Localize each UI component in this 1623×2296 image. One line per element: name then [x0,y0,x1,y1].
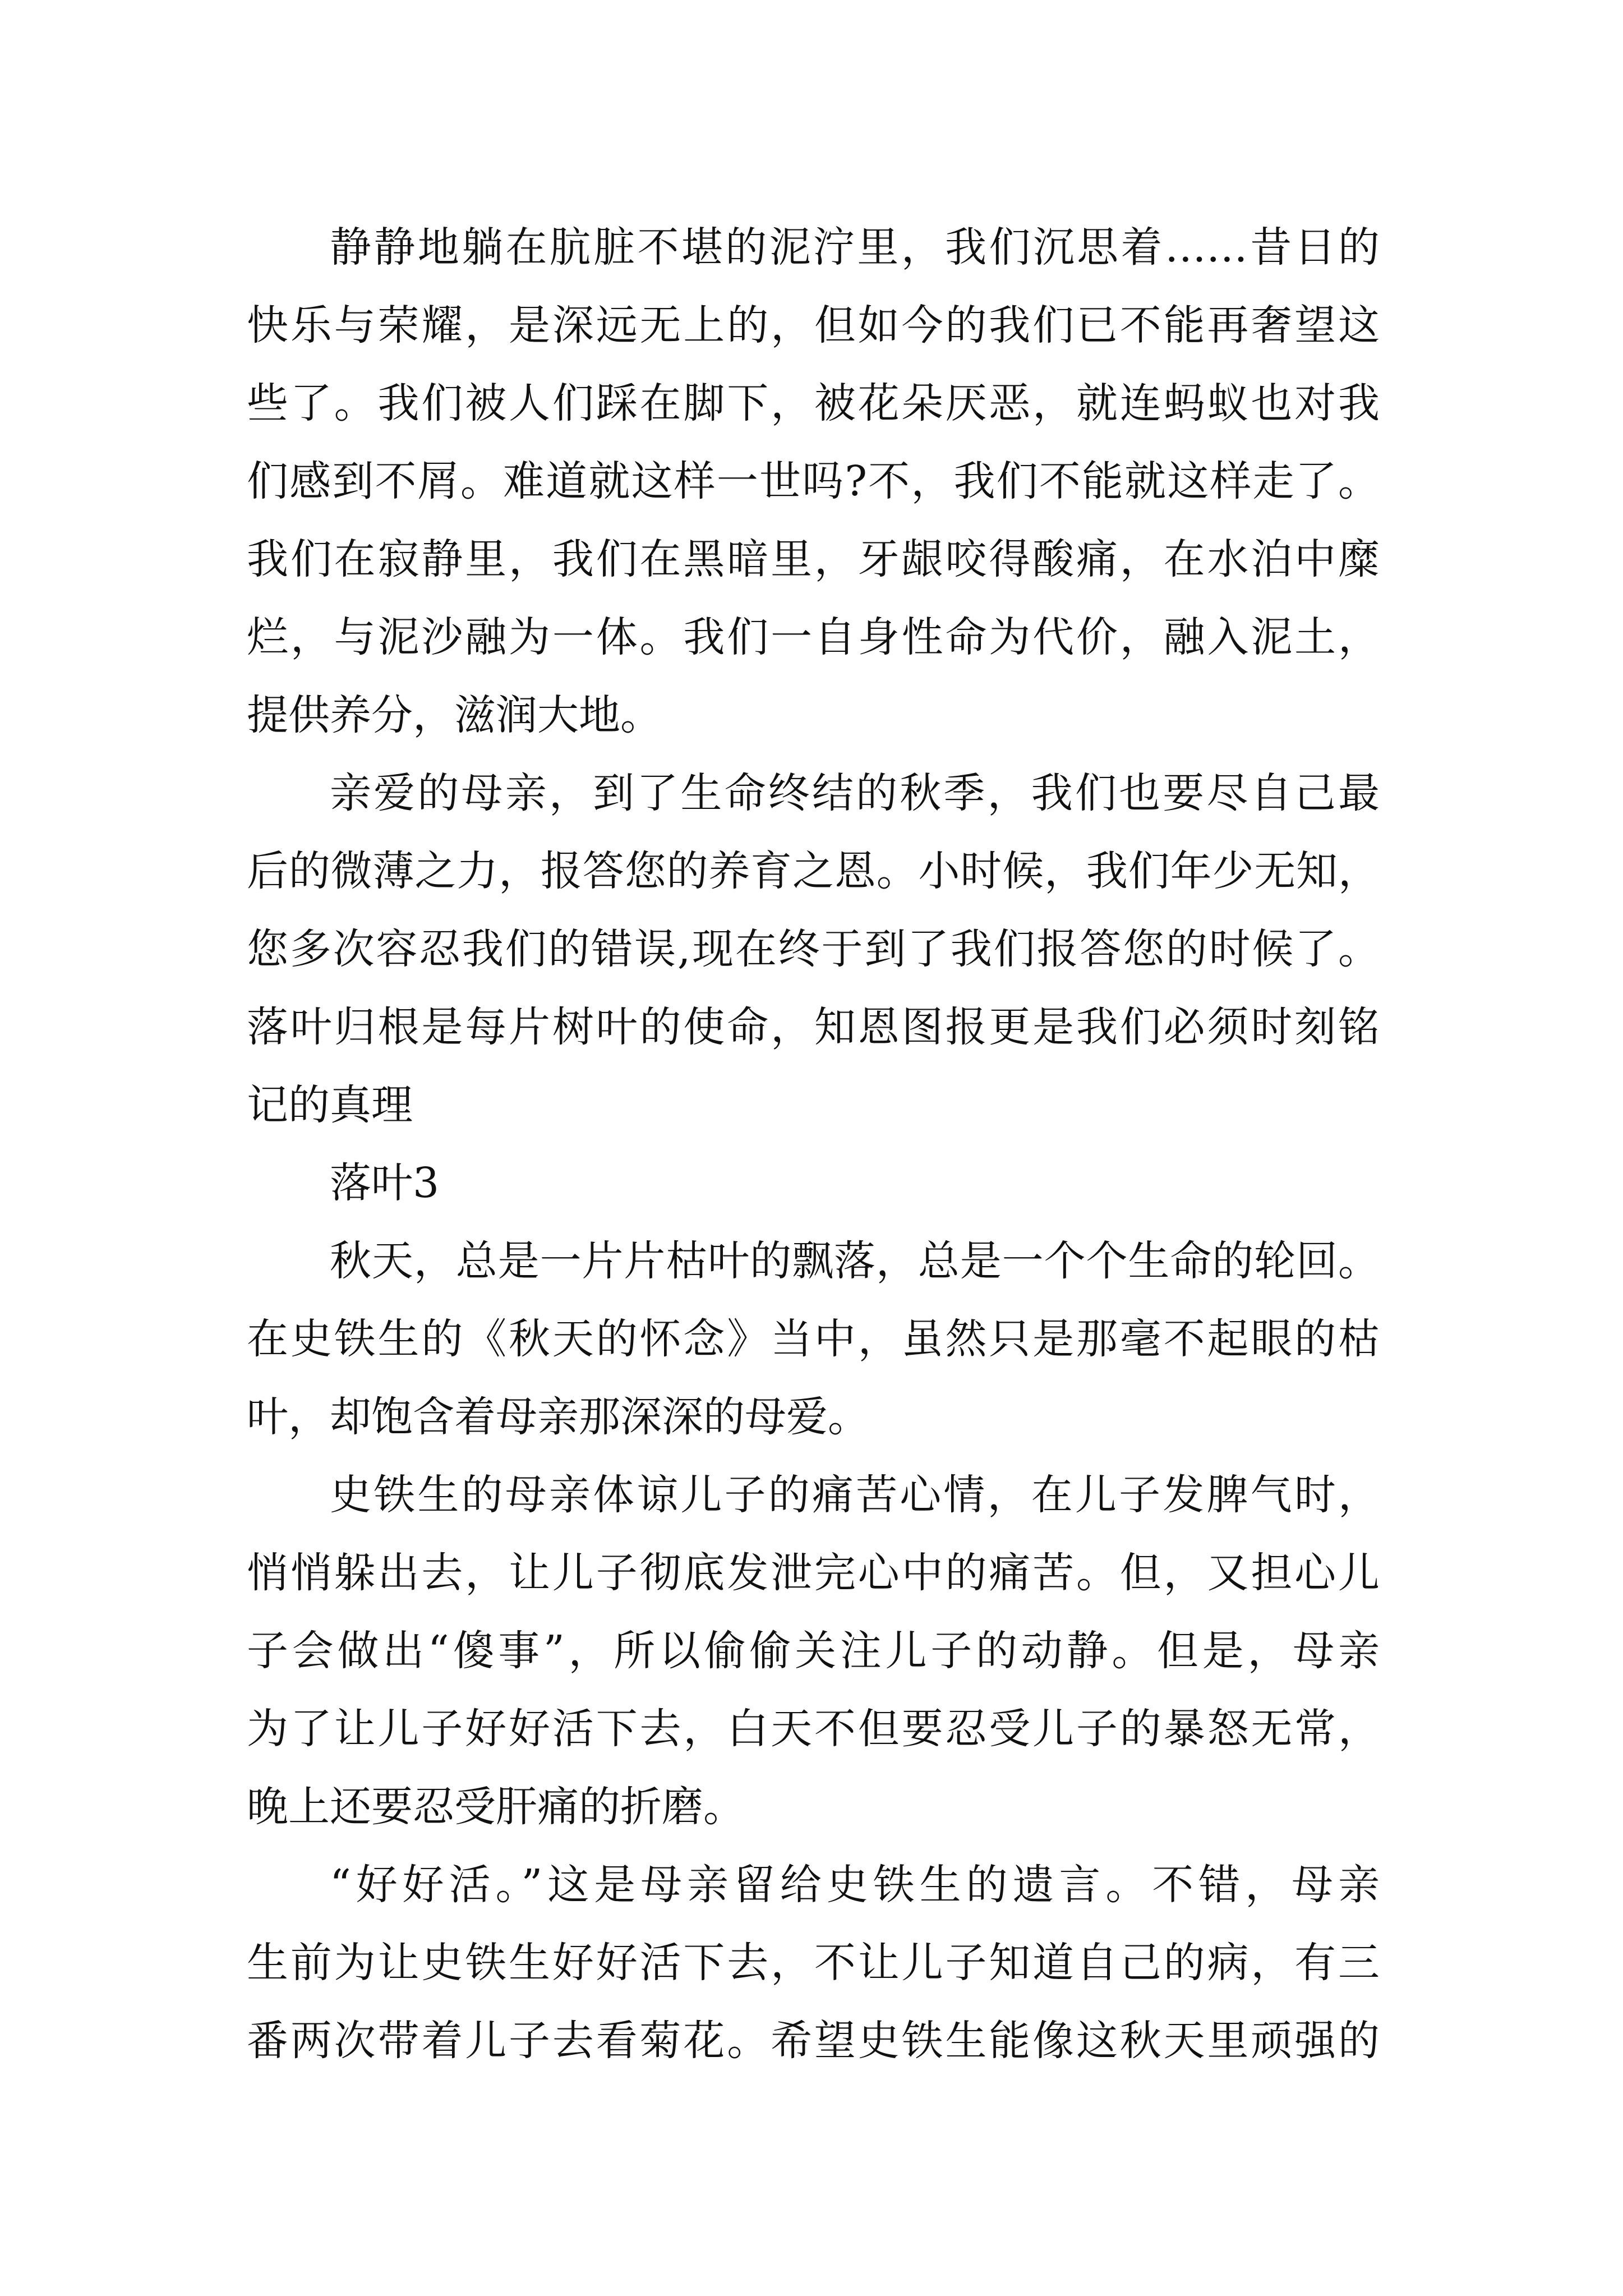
text-line: 快乐与荣耀，是深远无上的，但如今的我们已不能再奢望这 [247,301,1380,349]
text-line: 叶，却饱含着母亲那深深的母爱。 [247,1393,869,1441]
text-line: 子会做出“傻事”，所以偷偷关注儿子的动静。但是，母亲 [247,1627,1380,1675]
text-line: 落叶归根是每片树叶的使命，知恩图报更是我们必须时刻铭 [247,1003,1380,1051]
text-line: 晚上还要忍受肝痛的折磨。 [247,1783,745,1831]
text-line: 记的真理 [247,1081,413,1129]
paragraph-mother-understanding [247,1456,1380,1846]
text-line: 秋天，总是一片片枯叶的飘落，总是一个个生命的轮回。 [330,1237,1380,1285]
text-line: 静静地躺在肮脏不堪的泥泞里，我们沉思着……昔日的 [330,223,1380,272]
paragraph-fallen-leaves-reflection [247,209,1380,754]
text-line: 史铁生的母亲体谅儿子的痛苦心情，在儿子发脾气时， [330,1471,1380,1519]
text-line: 些了。我们被人们踩在脚下，被花朵厌恶，就连蚂蚁也对我 [247,379,1380,427]
text-line: 后的微薄之力，报答您的养育之恩。小时候，我们年少无知， [247,847,1380,895]
paragraph-live-well [247,1846,1380,2080]
text-line: 烂，与泥沙融为一体。我们一自身性命为代价，融入泥土， [247,613,1380,661]
text-line: 在史铁生的《秋天的怀念》当中，虽然只是那毫不起眼的枯 [247,1315,1380,1363]
text-line: 悄悄躲出去，让儿子彻底发泄完心中的痛苦。但，又担心儿 [247,1549,1380,1597]
text-line: 亲爱的母亲，到了生命终结的秋季，我们也要尽自己最 [330,769,1380,817]
paragraph-dear-mother [247,754,1380,1144]
document-body [247,209,1380,2080]
text-line: 为了让儿子好好活下去，白天不但要忍受儿子的暴怒无常， [247,1705,1380,1753]
section-title: 落叶3 [330,1159,440,1207]
text-line: 番两次带着儿子去看菊花。希望史铁生能像这秋天里顽强的 [247,2017,1380,2065]
text-line: 您多次容忍我们的错误,现在终于到了我们报答您的时候了。 [247,925,1380,973]
section-heading [247,1144,1380,1222]
text-line: 提供养分，滋润大地。 [247,691,662,739]
text-line: “好好活。”这是母亲留给史铁生的遗言。不错，母亲 [330,1861,1380,1909]
text-line: 我们在寂静里，我们在黑暗里，牙龈咬得酸痛，在水泊中糜 [247,535,1380,583]
paragraph-autumn-intro [247,1222,1380,1456]
text-line: 们感到不屑。难道就这样一世吗?不，我们不能就这样走了。 [247,457,1380,505]
text-line: 生前为让史铁生好好活下去，不让儿子知道自己的病，有三 [247,1939,1380,1987]
